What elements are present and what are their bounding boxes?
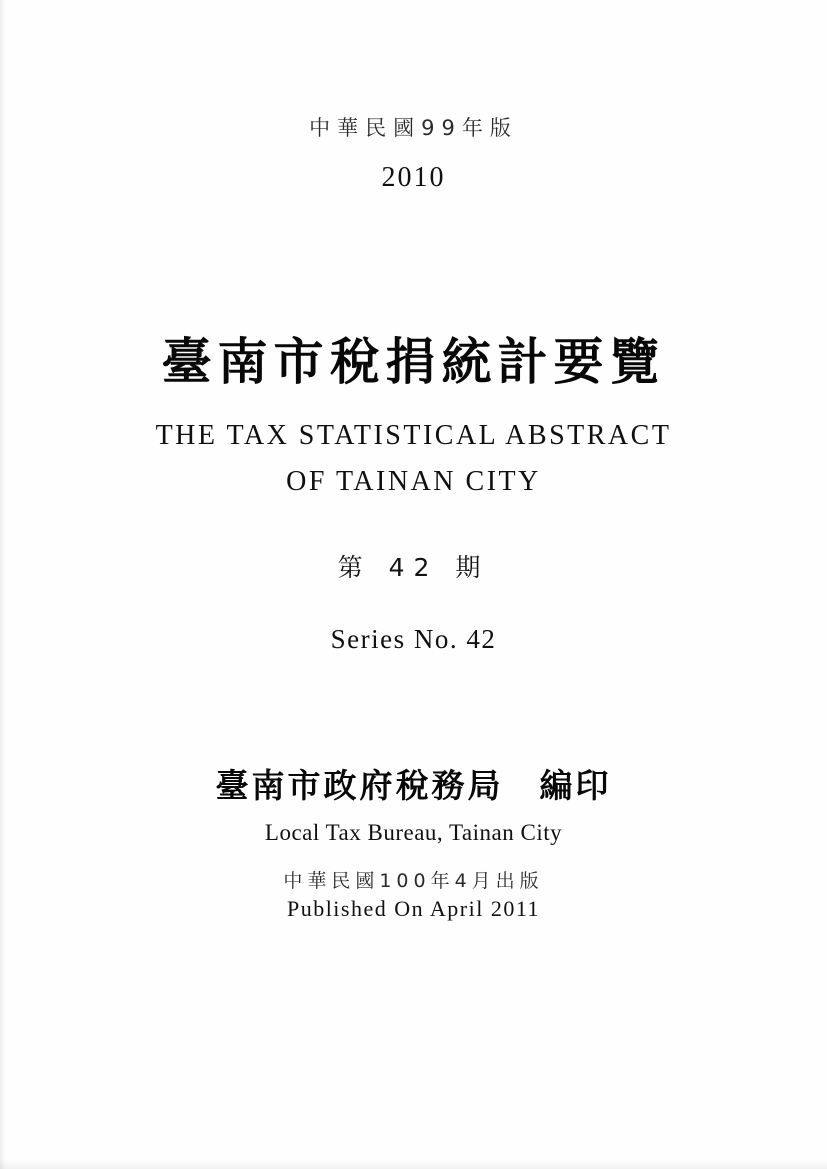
series-chinese: 第 42 期 xyxy=(337,553,490,582)
page-edge-shadow-left xyxy=(0,0,6,1169)
western-year: 2010 xyxy=(381,162,446,193)
page-edge-shadow-bottom xyxy=(0,1159,827,1169)
publisher-chinese: 臺南市政府稅務局 編印 xyxy=(215,766,612,805)
publisher-english: Local Tax Bureau, Tainan City xyxy=(264,820,563,845)
series-english: Series No. 42 xyxy=(330,624,497,654)
publish-date-chinese: 中華民國100年4月出版 xyxy=(283,870,544,892)
title-chinese: 臺南市稅捐統計要覽 xyxy=(161,332,666,391)
title-english-line-1: THE TAX STATISTICAL ABSTRACT xyxy=(155,420,672,451)
publish-date-english: Published On April 2011 xyxy=(286,896,541,921)
roc-year-line: 中華民國99年版 xyxy=(309,116,518,140)
title-english-line-2: OF TAINAN CITY xyxy=(286,466,541,497)
